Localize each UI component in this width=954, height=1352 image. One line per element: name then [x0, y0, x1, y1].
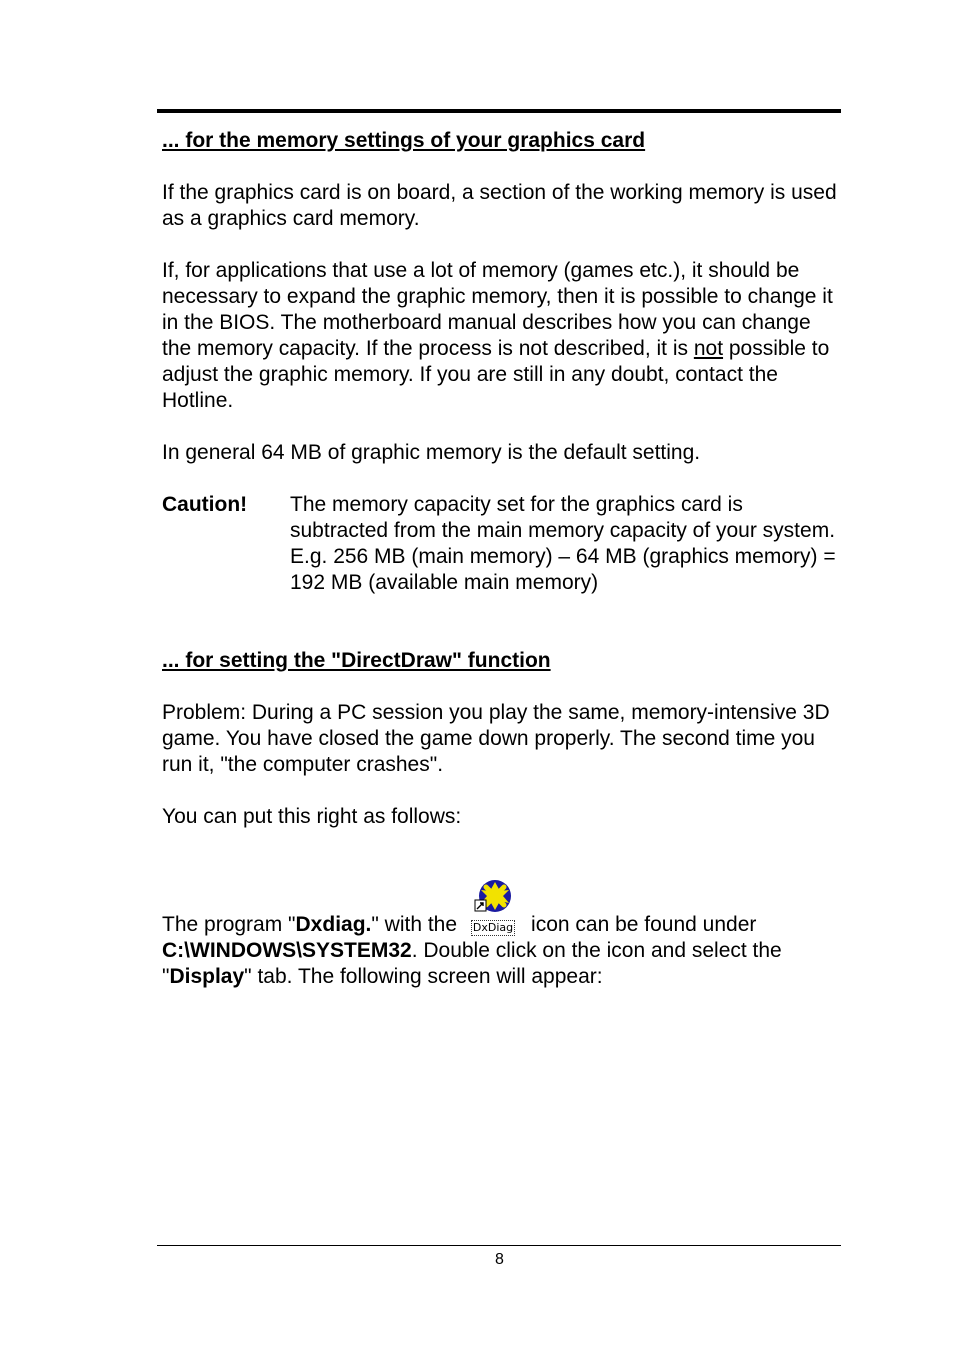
dxdiag-icon-caption: DxDiag: [472, 921, 514, 934]
paragraph-default-setting: In general 64 MB of graphic memory is the default setting.: [162, 441, 701, 464]
paragraph-problem: Problem: During a PC session you play the same, memory-intensive 3D game. You have closed the game down properly. The second time you run it, "the computer crashes".: [162, 701, 830, 776]
dxdiag-icon-wrapper[interactable]: [469, 912, 519, 938]
dxdiag-text-c: " with the: [371, 913, 458, 936]
dxdiag-text-f: . Double click on the icon and select the ": [162, 939, 782, 988]
paragraph-dxdiag: [162, 912, 842, 990]
dxdiag-text-h: " tab. The following screen will appear:: [244, 965, 603, 988]
page-number: 8: [495, 1251, 504, 1268]
dxdiag-text-a: The program ": [162, 913, 296, 936]
section-heading-directdraw: ... for setting the "DirectDraw" function: [162, 649, 551, 672]
system32-path: C:\WINDOWS\SYSTEM32: [162, 939, 412, 962]
shortcut-arrow-icon: [475, 900, 486, 911]
dxdiag-program-name: Dxdiag.: [295, 913, 372, 936]
paragraph-fix-intro: You can put this right as follows:: [162, 805, 462, 828]
footer-rule: [157, 1245, 841, 1246]
caution-label: Caution!: [162, 493, 248, 516]
paragraph-bios: [162, 258, 842, 414]
display-tab-name: Display: [169, 965, 245, 988]
underlined-not: not: [693, 337, 724, 360]
paragraph-bios-text-1: If, for applications that use a lot of memory (games etc.), it should be necessary to expand the graphic memory, then it is possible to change it in the BIOS. The motherboard manual describes how you can change the memory capacity. If the process is not described, it is: [162, 259, 833, 360]
caution-text: The memory capacity set for the graphics card is subtracted from the main memory capacity of your system.: [290, 493, 836, 542]
caution-example: E.g. 256 MB (main memory) – 64 MB (graphics memory) = 192 MB (available main memory): [290, 545, 836, 594]
paragraph-bios-text-2: possible to adjust the graphic memory. If you are still in any doubt, contact the Hotline.: [162, 337, 830, 412]
caution-block: [162, 492, 842, 596]
caution-body: [290, 492, 842, 596]
dxdiag-text-d: icon can be found under: [531, 913, 757, 936]
header-rule: [157, 109, 841, 113]
paragraph-onboard: If the graphics card is on board, a section of the working memory is used as a graphics card memory.: [162, 181, 837, 230]
page-content: [162, 128, 842, 990]
section-heading-memory: ... for the memory settings of your graphics card: [162, 129, 646, 152]
